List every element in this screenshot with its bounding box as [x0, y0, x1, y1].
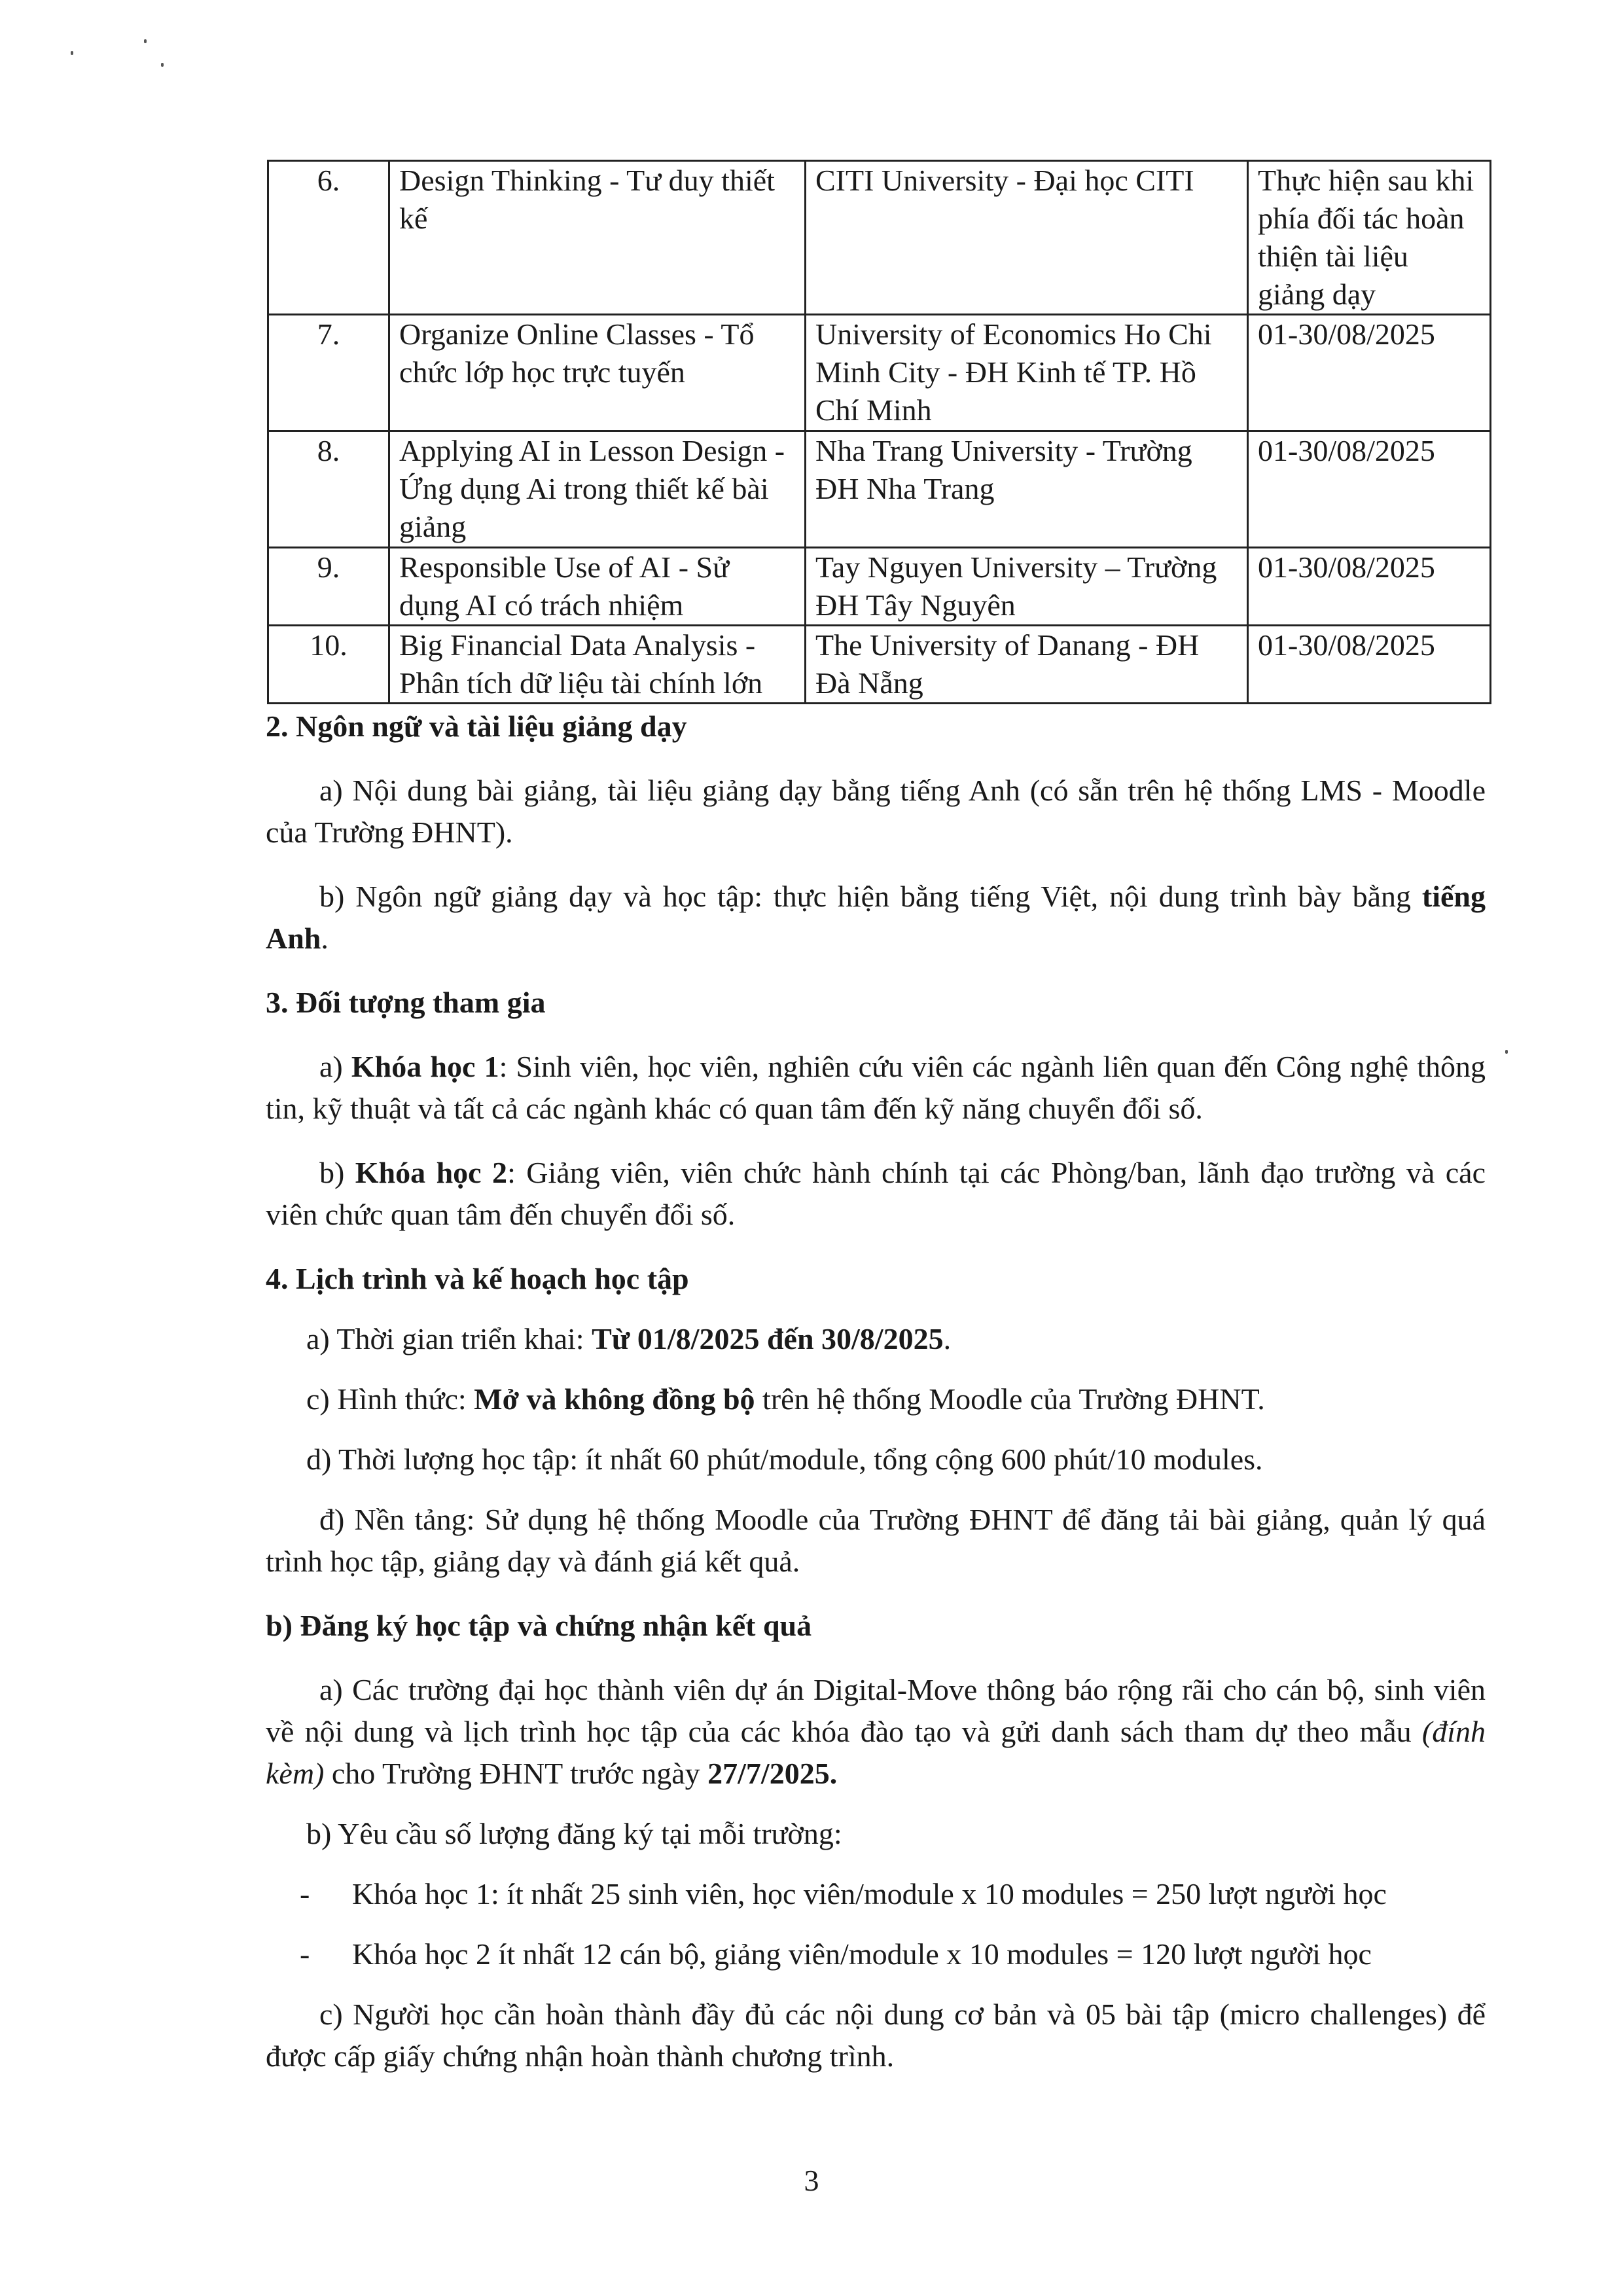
time: 01-30/08/2025 [1248, 626, 1491, 704]
row-number: 9. [268, 548, 389, 626]
row-number: 8. [268, 431, 389, 548]
paragraph: a) Khóa học 1: Sinh viên, học viên, nghiên cứu viên các ngành liên quan đến Công nghệ thông tin, kỹ thuật và tất cả các ngành khác có quan tâm đến kỹ năng chuyển đổi số. [266, 1050, 1486, 1125]
page-number: 3 [804, 2164, 819, 2197]
paragraph: c) Người học cần hoàn thành đầy đủ các nội dung cơ bản và 05 bài tập (micro challenges) để được cấp giấy chứng nhận hoàn thành chương trình. [266, 1998, 1486, 2073]
scan-speck [1505, 1050, 1508, 1054]
university: The University of Danang - ĐH Đà Nẵng [806, 626, 1248, 704]
table-row [268, 315, 1491, 431]
list-item: - Khóa học 1: ít nhất 25 sinh viên, học viên/module x 10 modules = 250 lượt người học [300, 1877, 1387, 1910]
university: Nha Trang University - Trường ĐH Nha Trang [806, 431, 1248, 548]
section-heading-participants: 3. Đối tượng tham gia [266, 986, 546, 1019]
time: 01-30/08/2025 [1248, 315, 1491, 431]
list-item: - Khóa học 2 ít nhất 12 cán bộ, giảng viên/module x 10 modules = 120 lượt người học [300, 1937, 1372, 1971]
paragraph: a) Thời gian triển khai: Từ 01/8/2025 đến 30/8/2025. [306, 1322, 952, 1355]
course-name: Organize Online Classes - Tổ chức lớp học trực tuyến [389, 315, 806, 431]
paragraph: a) Các trường đại học thành viên dự án Digital-Move thông báo rộng rãi cho cán bộ, sinh viên về nội dung và lịch trình học tập của các khóa đào tạo và gửi danh sách tham dự theo mẫu (đính kèm) cho Trường ĐHNT trước ngày 27/7/2025. [266, 1673, 1486, 1790]
scan-speck [144, 39, 147, 43]
course-name: Big Financial Data Analysis - Phân tích dữ liệu tài chính lớn [389, 626, 806, 704]
university: Tay Nguyen University – Trường ĐH Tây Nguyên [806, 548, 1248, 626]
table-row [268, 431, 1491, 548]
university: University of Economics Ho Chi Minh City - ĐH Kinh tế TP. Hồ Chí Minh [806, 315, 1248, 431]
time: 01-30/08/2025 [1248, 431, 1491, 548]
time: 01-30/08/2025 [1248, 548, 1491, 626]
document-body [266, 706, 1486, 2077]
paragraph: đ) Nền tảng: Sử dụng hệ thống Moodle của Trường ĐHNT để đăng tải bài giảng, quản lý quá trình học tập, giảng dạy và đánh giá kết quả. [266, 1503, 1486, 1578]
time: Thực hiện sau khi phía đối tác hoàn thiện tài liệu giảng dạy [1248, 161, 1491, 315]
course-name: Responsible Use of AI - Sử dụng AI có trách nhiệm [389, 548, 806, 626]
section-heading-registration: b) Đăng ký học tập và chứng nhận kết quả [266, 1609, 812, 1642]
table-row [268, 161, 1491, 315]
row-number: 10. [268, 626, 389, 704]
course-name: Applying AI in Lesson Design - Ứng dụng Ai trong thiết kế bài giảng [389, 431, 806, 548]
paragraph: d) Thời lượng học tập: ít nhất 60 phút/module, tổng cộng 600 phút/10 modules. [306, 1443, 1263, 1476]
scan-speck [71, 51, 73, 55]
row-number: 7. [268, 315, 389, 431]
scan-speck [161, 63, 164, 67]
row-number: 6. [268, 161, 389, 315]
course-table [267, 160, 1489, 704]
section-heading-schedule: 4. Lịch trình và kế hoạch học tập [266, 1262, 689, 1295]
paragraph: c) Hình thức: Mở và không đồng bộ trên hệ thống Moodle của Trường ĐHNT. [306, 1382, 1265, 1416]
section-heading-language: 2. Ngôn ngữ và tài liệu giảng dạy [266, 709, 687, 743]
paragraph: b) Khóa học 2: Giảng viên, viên chức hành chính tại các Phòng/ban, lãnh đạo trường và các viên chức quan tâm đến chuyển đổi số. [266, 1156, 1486, 1231]
course-name: Design Thinking - Tư duy thiết kế [389, 161, 806, 315]
table-row [268, 626, 1491, 704]
university: CITI University - Đại học CITI [806, 161, 1248, 315]
table-row [268, 548, 1491, 626]
paragraph: a) Nội dung bài giảng, tài liệu giảng dạy bằng tiếng Anh (có sẵn trên hệ thống LMS - Moodle của Trường ĐHNT). [266, 774, 1486, 849]
paragraph: b) Yêu cầu số lượng đăng ký tại mỗi trường: [306, 1817, 842, 1850]
paragraph: b) Ngôn ngữ giảng dạy và học tập: thực hiện bằng tiếng Việt, nội dung trình bày bằng tiếng Anh. [266, 880, 1486, 955]
